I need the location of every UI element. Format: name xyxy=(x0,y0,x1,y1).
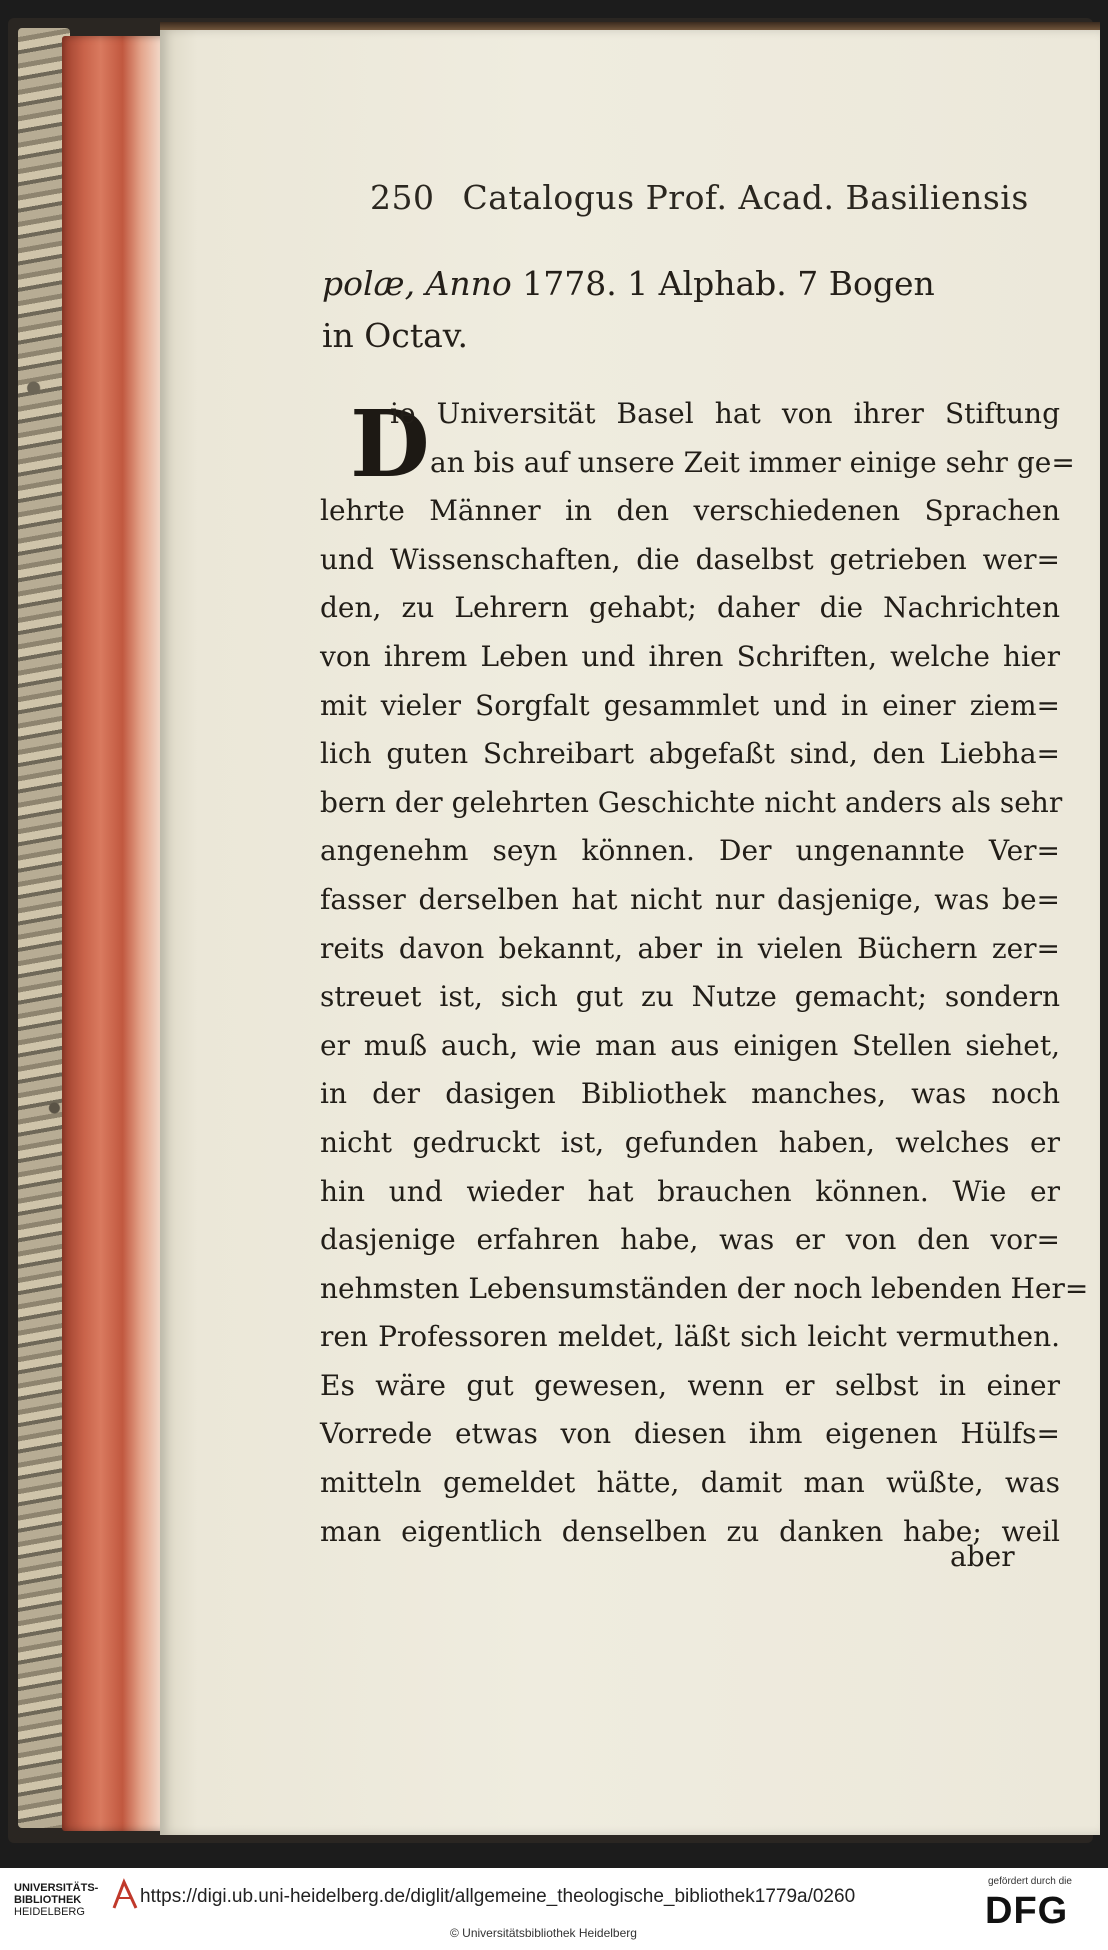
library-name-line-1: UNIVERSITÄTS- xyxy=(14,1882,99,1894)
funding-note: gefördert durch die xyxy=(988,1876,1072,1887)
body-line: von ihrem Leben und ihren Schriften, welche hier xyxy=(320,639,1060,673)
imprint-block xyxy=(322,258,1062,362)
body-line: angenehm seyn können. Der ungenannte Ver= xyxy=(320,834,1060,868)
running-title: Catalogus Prof. Acad. Basiliensis xyxy=(462,178,1029,217)
dfg-logo: DFG xyxy=(985,1890,1069,1932)
catchword: aber xyxy=(950,1540,1015,1573)
body-line: nehmsten Lebensumständen der noch lebenden Her= xyxy=(320,1271,1089,1305)
body-line: nicht gedruckt ist, gefunden haben, welches er xyxy=(320,1125,1060,1159)
library-logo xyxy=(14,1882,98,1918)
body-line: mitteln gemeldet hätte, damit man wüßte, was xyxy=(320,1466,1060,1500)
footer-bar xyxy=(0,1868,1108,1950)
permalink-link[interactable]: https://digi.ub.uni-heidelberg.de/diglit/allgemeine_theologische_bibliothek1779a/0260 xyxy=(140,1886,856,1907)
imprint-italic: polæ, Anno xyxy=(322,264,512,303)
imprint-line-1 xyxy=(322,258,1062,310)
body-line: ren Professoren meldet, läßt sich leicht vermuthen. xyxy=(320,1320,1060,1354)
body-line: bern der gelehrten Geschichte nicht anders als sehr xyxy=(320,785,1063,819)
body-line: er muß auch, wie man aus einigen Stellen siehet, xyxy=(320,1028,1060,1062)
body-line: mit vieler Sorgfalt gesammlet und in einer ziem= xyxy=(320,688,1060,722)
body-line: Es wäre gut gewesen, wenn er selbst in einer xyxy=(320,1368,1060,1402)
library-name-line-3: HEIDELBERG xyxy=(14,1906,85,1918)
imprint-rest: 1778. 1 Alphab. 7 Bogen xyxy=(511,264,935,303)
body-line: Vorrede etwas von diesen ihm eigenen Hülfs= xyxy=(320,1417,1060,1451)
body-line: lich guten Schreibart abgefaßt sind, den Liebha= xyxy=(320,737,1060,771)
body-text xyxy=(320,390,1089,1556)
body-line: an bis auf unsere Zeit immer einige sehr ge= xyxy=(430,445,1075,479)
copyright-text: © Universitätsbibliothek Heidelberg xyxy=(450,1926,637,1940)
body-line: streuet ist, sich gut zu Nutze gemacht; sondern xyxy=(320,980,1060,1014)
body-line: den, zu Lehrern gehabt; daher die Nachrichten xyxy=(320,591,1060,625)
body-line: ie Universität Basel hat von ihrer Stiftung xyxy=(390,397,1060,430)
body-line: reits davon bekannt, aber in vielen Büchern zer= xyxy=(320,931,1060,965)
running-head xyxy=(370,178,1029,217)
page-number: 250 xyxy=(370,178,435,217)
body-line: und Wissenschaften, die daselbst getrieben wer= xyxy=(320,542,1060,576)
library-name-line-2: BIBLIOTHEK xyxy=(14,1894,82,1906)
body-line: lehrte Männer in den verschiedenen Sprachen xyxy=(320,494,1060,528)
body-line: dasjenige erfahren habe, was er von den vor= xyxy=(320,1223,1060,1257)
library-mark-icon xyxy=(110,1878,140,1914)
body-line: hin und wieder hat brauchen können. Wie er xyxy=(320,1174,1060,1208)
imprint-line-2: in Octav. xyxy=(322,316,468,355)
drop-cap: D xyxy=(350,390,430,498)
body-line: in der dasigen Bibliothek manches, was noch xyxy=(320,1077,1060,1111)
body-line: man eigentlich denselben zu danken habe; weil xyxy=(320,1514,1060,1548)
red-page-edges xyxy=(62,36,172,1831)
body-line: fasser derselben hat nicht nur dasjenige, was be= xyxy=(320,882,1060,916)
